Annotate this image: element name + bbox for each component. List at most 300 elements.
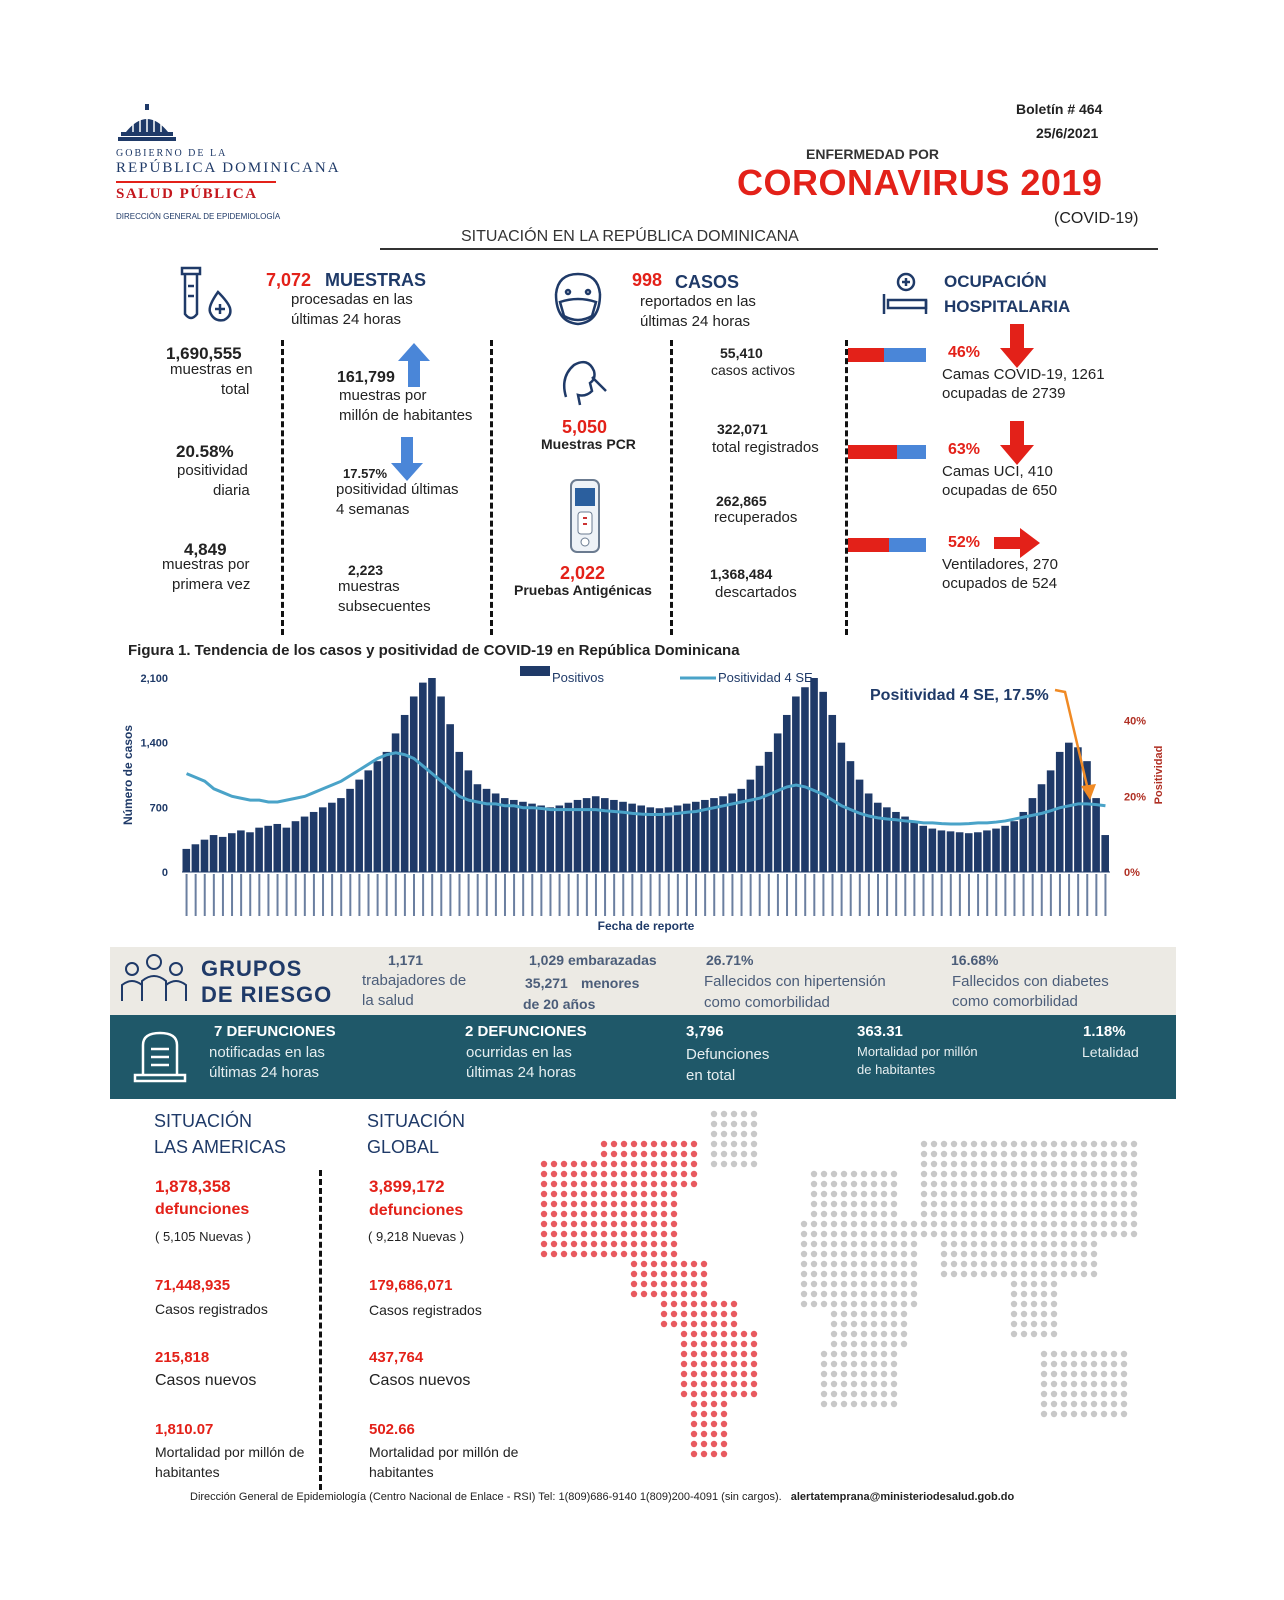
world-dot: [1121, 1141, 1127, 1147]
world-dot: [1021, 1261, 1027, 1267]
world-dot: [881, 1351, 887, 1357]
world-dot: [1061, 1141, 1067, 1147]
world-dot: [871, 1211, 877, 1217]
americas-dot: [581, 1231, 587, 1237]
world-dot: [1041, 1201, 1047, 1207]
americas-dot: [671, 1161, 677, 1167]
americas-mortality-value: 1,810.07: [155, 1421, 214, 1438]
americas-dot: [651, 1251, 657, 1257]
americas-dot: [631, 1221, 637, 1227]
deaths-occurred-l2: últimas 24 horas: [466, 1064, 577, 1081]
world-dot: [711, 1131, 717, 1137]
world-dot: [931, 1191, 937, 1197]
bar-positivos: [1047, 770, 1055, 872]
americas-dot: [711, 1321, 717, 1327]
world-dot: [991, 1141, 997, 1147]
americas-dot: [571, 1221, 577, 1227]
world-dot: [871, 1261, 877, 1267]
world-dot: [951, 1211, 957, 1217]
americas-dot: [631, 1201, 637, 1207]
world-dot: [971, 1201, 977, 1207]
world-dot: [841, 1201, 847, 1207]
world-dot: [811, 1261, 817, 1267]
bar-positivos: [919, 826, 927, 872]
world-dot: [1081, 1141, 1087, 1147]
americas-dot: [721, 1381, 727, 1387]
world-dot: [1031, 1171, 1037, 1177]
world-dot: [1011, 1281, 1017, 1287]
americas-dot: [721, 1301, 727, 1307]
bar-positivos: [910, 821, 918, 872]
world-dot: [741, 1121, 747, 1127]
world-dot: [1051, 1391, 1057, 1397]
world-dot: [1001, 1271, 1007, 1277]
americas-dot: [721, 1421, 727, 1427]
world-dot: [861, 1171, 867, 1177]
world-dot: [1081, 1231, 1087, 1237]
americas-dot: [571, 1161, 577, 1167]
world-dot: [1081, 1361, 1087, 1367]
americas-dot: [651, 1241, 657, 1247]
americas-dot: [581, 1241, 587, 1247]
world-dot: [861, 1291, 867, 1297]
americas-dot: [661, 1171, 667, 1177]
americas-dot: [541, 1201, 547, 1207]
americas-dot: [651, 1231, 657, 1237]
world-dot: [1081, 1411, 1087, 1417]
hospital-bed-icon: [880, 272, 930, 316]
americas-dot: [651, 1281, 657, 1287]
world-dot: [901, 1311, 907, 1317]
world-dot: [891, 1201, 897, 1207]
americas-dot: [661, 1261, 667, 1267]
bar-positivos: [1074, 747, 1082, 872]
americas-dot: [691, 1261, 697, 1267]
hypertension-l1: Fallecidos con hipertensión: [704, 973, 886, 990]
logo-line1: GOBIERNO DE LA: [116, 148, 228, 159]
americas-dot: [551, 1231, 557, 1237]
global-deaths-new: ( 9,218 Nuevas ): [368, 1229, 465, 1244]
americas-dot: [751, 1371, 757, 1377]
bar-positivos: [665, 807, 673, 872]
world-dot: [951, 1241, 957, 1247]
world-dot: [1011, 1301, 1017, 1307]
world-dot: [1101, 1361, 1107, 1367]
world-dot: [1061, 1391, 1067, 1397]
americas-dot: [601, 1211, 607, 1217]
americas-dot: [701, 1421, 707, 1427]
world-dot: [901, 1251, 907, 1257]
world-dot: [1021, 1301, 1027, 1307]
americas-dot: [541, 1221, 547, 1227]
world-dot: [891, 1331, 897, 1337]
masked-face-icon: [548, 270, 606, 328]
deaths-24h-title: 7 DEFUNCIONES: [214, 1023, 336, 1040]
world-dot: [941, 1201, 947, 1207]
world-dot: [1011, 1331, 1017, 1337]
world-dot: [1091, 1271, 1097, 1277]
world-dot: [1051, 1161, 1057, 1167]
americas-dot: [731, 1351, 737, 1357]
world-dot: [861, 1241, 867, 1247]
americas-dot: [671, 1251, 677, 1257]
world-dot: [961, 1231, 967, 1237]
americas-dot: [681, 1361, 687, 1367]
world-dot: [881, 1191, 887, 1197]
world-dot: [861, 1381, 867, 1387]
world-dot: [1041, 1301, 1047, 1307]
americas-dot: [601, 1151, 607, 1157]
world-dot: [941, 1191, 947, 1197]
world-dot: [971, 1211, 977, 1217]
world-dot: [901, 1291, 907, 1297]
world-dot: [801, 1271, 807, 1277]
world-dot: [871, 1271, 877, 1277]
bar-positivos: [874, 803, 882, 872]
bar-positivos: [364, 770, 372, 872]
bar-positivos: [419, 683, 427, 872]
world-dot: [721, 1111, 727, 1117]
americas-dot: [651, 1161, 657, 1167]
world-dot: [951, 1191, 957, 1197]
bar-positivos: [455, 752, 463, 872]
world-dot: [921, 1181, 927, 1187]
bar-positivos: [228, 833, 236, 872]
world-dot: [831, 1251, 837, 1257]
world-dot: [1111, 1411, 1117, 1417]
pcr-label: Muestras PCR: [541, 436, 636, 452]
world-map: [540, 1110, 1170, 1470]
world-dot: [1111, 1191, 1117, 1197]
world-dot: [711, 1151, 717, 1157]
bar-positivos: [219, 837, 227, 872]
world-dot: [921, 1161, 927, 1167]
world-dot: [951, 1271, 957, 1277]
americas-dot: [661, 1201, 667, 1207]
footer: [190, 1491, 1014, 1503]
world-dot: [851, 1191, 857, 1197]
world-dot: [1021, 1171, 1027, 1177]
world-dot: [841, 1291, 847, 1297]
americas-dot: [571, 1251, 577, 1257]
world-dot: [1101, 1171, 1107, 1177]
world-dot: [731, 1131, 737, 1137]
y-tick-label: 700: [149, 802, 168, 815]
samples-count: 7,072: [266, 270, 312, 290]
world-dot: [1011, 1151, 1017, 1157]
occupancy-desc: ocupadas de 650: [942, 482, 1058, 499]
world-dot: [821, 1201, 827, 1207]
bar-positivos: [747, 780, 755, 872]
positivity-4w-l1: positividad últimas: [336, 481, 459, 498]
world-dot: [1041, 1191, 1047, 1197]
global-title2: GLOBAL: [367, 1137, 440, 1157]
americas-dot: [631, 1171, 637, 1177]
world-dot: [961, 1181, 967, 1187]
recovered-label: recuperados: [714, 509, 798, 526]
world-dot: [841, 1391, 847, 1397]
americas-dot: [621, 1251, 627, 1257]
world-dot: [751, 1151, 757, 1157]
world-dot: [821, 1191, 827, 1197]
world-dot: [1111, 1231, 1117, 1237]
world-dot: [711, 1121, 717, 1127]
americas-dot: [691, 1311, 697, 1317]
world-dot: [891, 1281, 897, 1287]
global-mortality-l1: Mortalidad por millón de: [369, 1444, 519, 1460]
americas-dot: [611, 1161, 617, 1167]
world-dot: [1091, 1221, 1097, 1227]
hospital-title1: OCUPACIÓN: [944, 272, 1047, 291]
world-dot: [881, 1261, 887, 1267]
americas-dot: [671, 1261, 677, 1267]
world-dot: [1021, 1271, 1027, 1277]
world-dot: [891, 1211, 897, 1217]
world-dot: [881, 1311, 887, 1317]
section-title: SITUACIÓN EN LA REPÚBLICA DOMINICANA: [461, 228, 799, 245]
americas-dot: [681, 1141, 687, 1147]
world-dot: [881, 1391, 887, 1397]
world-dot: [1051, 1321, 1057, 1327]
y-tick-label: 1,400: [140, 737, 168, 750]
pregnant-label: embarazadas: [568, 952, 657, 968]
americas-dot: [621, 1241, 627, 1247]
world-dot: [1071, 1361, 1077, 1367]
cases-label: CASOS: [675, 272, 740, 292]
world-dot: [1001, 1231, 1007, 1237]
world-dot: [891, 1401, 897, 1407]
bar-positivos: [319, 807, 327, 872]
world-dot: [1041, 1401, 1047, 1407]
world-dot: [1021, 1241, 1027, 1247]
americas-dot: [601, 1201, 607, 1207]
world-dot: [741, 1161, 747, 1167]
world-dot: [911, 1271, 917, 1277]
world-dot: [1121, 1211, 1127, 1217]
americas-dot: [591, 1171, 597, 1177]
world-dot: [831, 1401, 837, 1407]
world-dot: [711, 1161, 717, 1167]
world-dot: [861, 1351, 867, 1357]
world-dot: [1071, 1371, 1077, 1377]
americas-dot: [691, 1381, 697, 1387]
americas-dot: [611, 1201, 617, 1207]
world-dot: [851, 1231, 857, 1237]
bulletin-number: Boletín # 464: [1016, 101, 1103, 117]
world-dot: [851, 1321, 857, 1327]
world-dot: [1031, 1301, 1037, 1307]
world-dot: [831, 1231, 837, 1237]
bar-positivos: [647, 807, 655, 872]
world-dot: [871, 1391, 877, 1397]
americas-dot: [741, 1371, 747, 1377]
bar-positivos: [310, 812, 318, 872]
americas-dot: [571, 1191, 577, 1197]
bar-positivos: [828, 715, 836, 872]
bar-positivos: [1038, 784, 1046, 872]
americas-dot: [631, 1261, 637, 1267]
world-dot: [1081, 1171, 1087, 1177]
world-dot: [1051, 1411, 1057, 1417]
minors-l2: de 20 años: [523, 996, 596, 1012]
world-dot: [1121, 1361, 1127, 1367]
world-dot: [861, 1321, 867, 1327]
americas-dot: [691, 1371, 697, 1377]
bar-positivos: [1020, 812, 1028, 872]
americas-dot: [701, 1391, 707, 1397]
americas-dot: [721, 1451, 727, 1457]
arrow-up-icon: [398, 343, 430, 387]
world-dot: [891, 1301, 897, 1307]
americas-dot: [701, 1411, 707, 1417]
bar-positivos: [1029, 798, 1037, 872]
world-dot: [1061, 1211, 1067, 1217]
americas-dot: [681, 1381, 687, 1387]
cases-desc2: últimas 24 horas: [640, 313, 751, 330]
americas-dot: [671, 1281, 677, 1287]
bar-positivos: [865, 793, 873, 872]
world-dot: [1101, 1411, 1107, 1417]
world-dot: [961, 1211, 967, 1217]
world-dot: [871, 1321, 877, 1327]
world-dot: [1001, 1141, 1007, 1147]
world-dot: [1051, 1351, 1057, 1357]
americas-dot: [751, 1391, 757, 1397]
recovered-value: 262,865: [716, 493, 767, 509]
world-dot: [981, 1181, 987, 1187]
world-dot: [971, 1181, 977, 1187]
world-dot: [961, 1141, 967, 1147]
world-dot: [1061, 1401, 1067, 1407]
americas-dot: [691, 1281, 697, 1287]
americas-dot: [541, 1161, 547, 1167]
americas-dot: [681, 1261, 687, 1267]
americas-dot: [691, 1331, 697, 1337]
cases-desc1: reportados en las: [640, 293, 756, 310]
world-dot: [1081, 1191, 1087, 1197]
world-dot: [901, 1271, 907, 1277]
world-dot: [901, 1331, 907, 1337]
world-dot: [891, 1251, 897, 1257]
americas-dot: [691, 1321, 697, 1327]
world-dot: [971, 1191, 977, 1197]
world-dot: [951, 1201, 957, 1207]
americas-dot: [661, 1241, 667, 1247]
world-dot: [1061, 1181, 1067, 1187]
world-dot: [891, 1391, 897, 1397]
americas-dot: [661, 1281, 667, 1287]
world-dot: [1051, 1141, 1057, 1147]
americas-dot: [701, 1321, 707, 1327]
lethality-value: 1.18%: [1083, 1023, 1126, 1040]
world-dot: [1091, 1411, 1097, 1417]
americas-dot: [611, 1211, 617, 1217]
lethality-label: Letalidad: [1082, 1044, 1139, 1060]
title-kicker: ENFERMEDAD POR: [806, 146, 940, 162]
world-dot: [1021, 1141, 1027, 1147]
trend-chart: [110, 660, 1180, 940]
americas-dot: [691, 1401, 697, 1407]
americas-dot: [751, 1361, 757, 1367]
americas-dot: [721, 1361, 727, 1367]
world-dot: [1021, 1291, 1027, 1297]
bar-positivos: [237, 830, 245, 872]
occupancy-bar-fill: [848, 538, 889, 552]
world-dot: [951, 1161, 957, 1167]
world-dot: [831, 1321, 837, 1327]
footer-email[interactable]: alertatemprana@ministeriodesalud.gob.do: [790, 1491, 1015, 1503]
world-dot: [1021, 1161, 1027, 1167]
world-dot: [861, 1261, 867, 1267]
americas-dot: [651, 1221, 657, 1227]
world-dot: [1051, 1331, 1057, 1337]
world-dot: [1071, 1171, 1077, 1177]
world-dot: [961, 1261, 967, 1267]
world-dot: [731, 1161, 737, 1167]
americas-dot: [711, 1421, 717, 1427]
americas-dot: [571, 1181, 577, 1187]
world-dot: [861, 1331, 867, 1337]
world-dot: [1131, 1171, 1137, 1177]
bar-positivos: [474, 784, 482, 872]
global-deaths-label: defunciones: [369, 1202, 464, 1219]
americas-dot: [721, 1341, 727, 1347]
world-dot: [871, 1341, 877, 1347]
world-dot: [1021, 1181, 1027, 1187]
world-dot: [811, 1211, 817, 1217]
americas-dot: [611, 1181, 617, 1187]
world-dot: [1081, 1271, 1087, 1277]
world-dot: [801, 1281, 807, 1287]
world-dot: [881, 1241, 887, 1247]
world-dot: [1091, 1391, 1097, 1397]
americas-dot: [691, 1291, 697, 1297]
world-dot: [1131, 1151, 1137, 1157]
americas-dot: [721, 1311, 727, 1317]
world-dot: [821, 1381, 827, 1387]
americas-dot: [671, 1171, 677, 1177]
world-dot: [1021, 1331, 1027, 1337]
world-dot: [1061, 1271, 1067, 1277]
world-dot: [1131, 1211, 1137, 1217]
world-dot: [801, 1221, 807, 1227]
world-dot: [821, 1391, 827, 1397]
page-subtitle: (COVID-19): [1054, 210, 1139, 227]
americas-dot: [711, 1371, 717, 1377]
world-dot: [951, 1251, 957, 1257]
world-dot: [831, 1191, 837, 1197]
world-dot: [931, 1211, 937, 1217]
americas-dot: [661, 1151, 667, 1157]
world-dot: [881, 1251, 887, 1257]
world-dot: [1011, 1271, 1017, 1277]
americas-dot: [721, 1331, 727, 1337]
americas-dot: [671, 1151, 677, 1157]
world-dot: [1131, 1201, 1137, 1207]
americas-dot: [671, 1291, 677, 1297]
world-dot: [851, 1171, 857, 1177]
world-dot: [941, 1161, 947, 1167]
world-dot: [1071, 1251, 1077, 1257]
americas-dot: [611, 1251, 617, 1257]
bar-positivos: [328, 803, 336, 872]
samples-total-value: 1,690,555: [166, 344, 242, 363]
world-dot: [841, 1211, 847, 1217]
world-dot: [1041, 1351, 1047, 1357]
world-dot: [891, 1191, 897, 1197]
world-dot: [821, 1401, 827, 1407]
world-dot: [991, 1261, 997, 1267]
